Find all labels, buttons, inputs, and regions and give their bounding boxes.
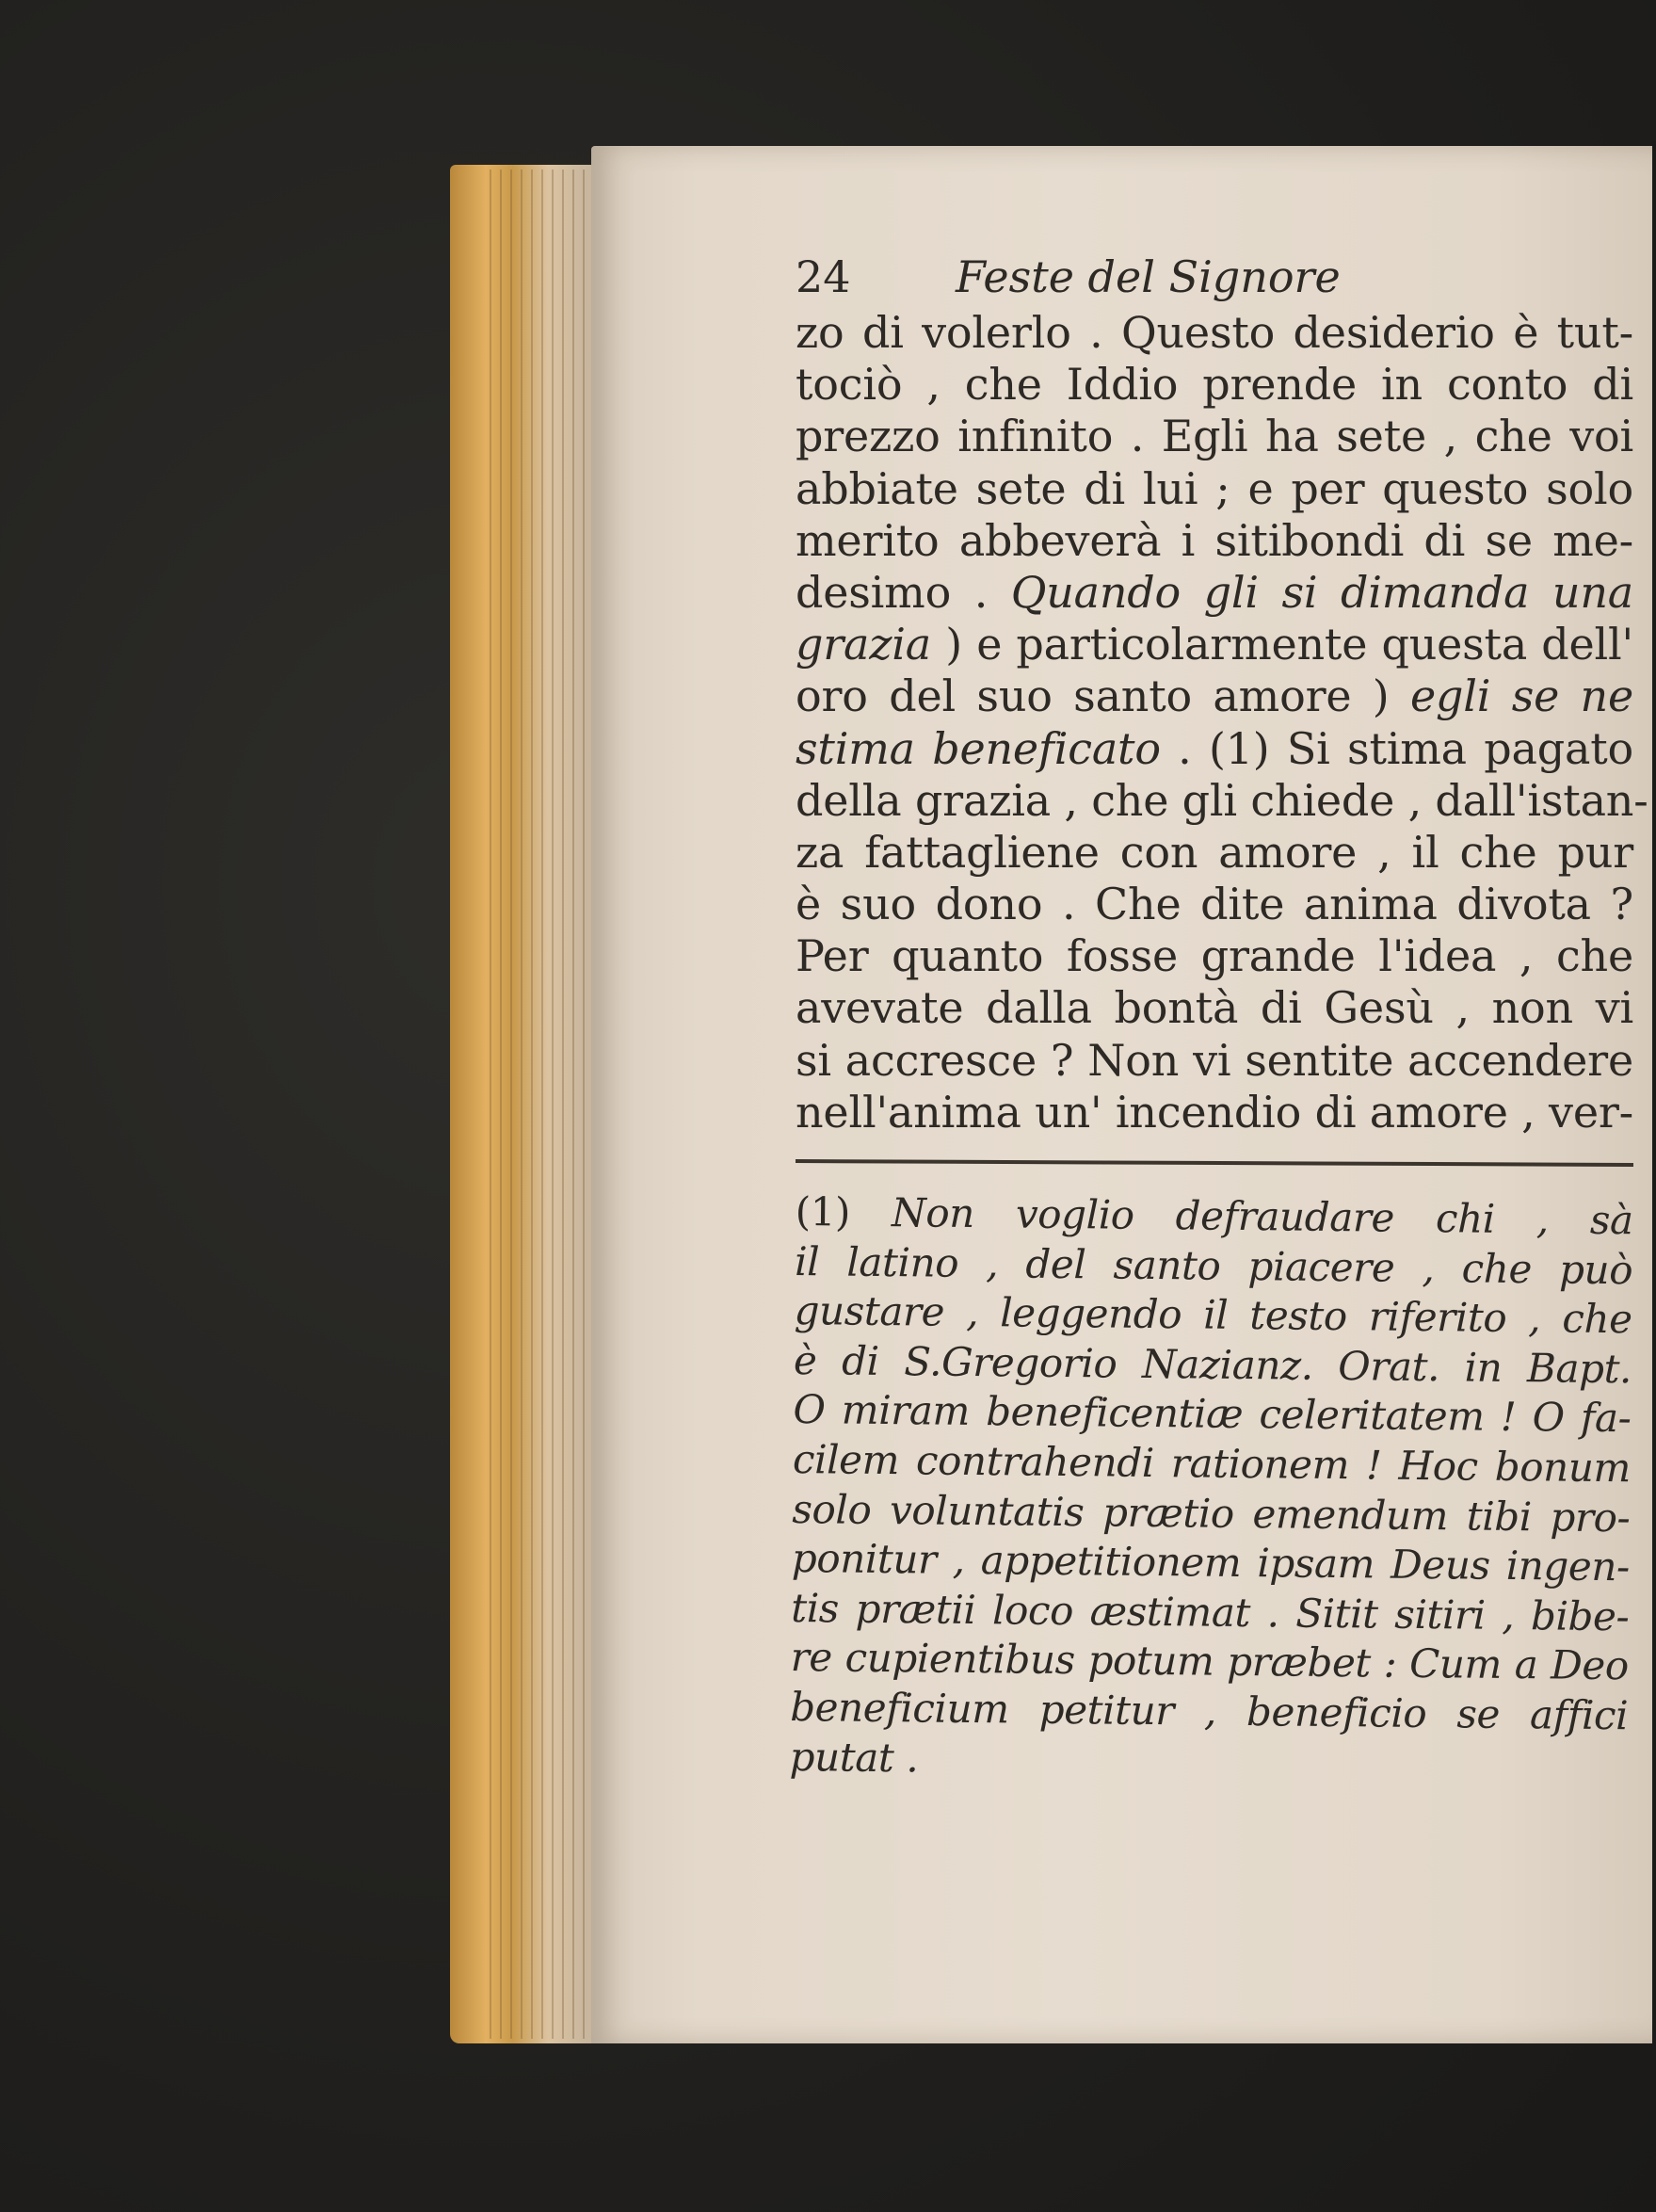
text-line bbox=[796, 670, 1633, 722]
text-line: nell'anima un' incendio di amore , ver- bbox=[796, 1086, 1633, 1138]
footnote-line: putat . bbox=[789, 1733, 919, 1781]
text-line: avevate dalla bontà di Gesù , non vi bbox=[796, 982, 1633, 1034]
footnote-line: solo voluntatis prætio emendum tibi pro- bbox=[792, 1485, 1631, 1541]
page-content bbox=[789, 247, 1648, 1782]
footnote bbox=[789, 1187, 1633, 1790]
page-header bbox=[796, 247, 1633, 307]
text-segment: desimo . bbox=[796, 566, 1011, 618]
text-line: merito abbeverà i sitibondi di se me- bbox=[796, 514, 1633, 566]
italic-quote: Quando gli si dimanda una bbox=[1010, 566, 1633, 618]
text-line: Per quanto fosse grande l'idea , che bbox=[796, 930, 1633, 982]
italic-quote: stima beneficato bbox=[796, 722, 1161, 774]
footnote-line: gustare , leggendo il testo riferito , che bbox=[794, 1287, 1632, 1343]
footnote-line: è di S.Gregorio Nazianz. Orat. in Bapt. bbox=[793, 1336, 1632, 1393]
footnote-line: re cupientibus potum præbet : Cum a Deo bbox=[790, 1634, 1629, 1689]
running-title: Feste del Signore bbox=[956, 251, 1341, 302]
footnote-line: beneficium petitur , beneficio se affici bbox=[789, 1683, 1629, 1739]
text-segment: Non voglio defraudare chi , sà bbox=[891, 1189, 1633, 1244]
italic-quote: grazia bbox=[796, 619, 932, 670]
text-line: si accresce ? Non vi sentite accendere bbox=[796, 1034, 1633, 1086]
text-line bbox=[796, 619, 1633, 670]
footnote-line bbox=[795, 1187, 1633, 1246]
footnote-line: il latino , del santo piacere , che può bbox=[794, 1237, 1633, 1293]
footnote-marker: (1) bbox=[795, 1188, 892, 1236]
page-number: 24 bbox=[796, 251, 851, 302]
text-line bbox=[796, 723, 1633, 775]
text-line: za fattagliene con amore , il che pur bbox=[796, 826, 1633, 878]
footnote-line: ponitur , appetitionem ipsam Deus ingen- bbox=[791, 1535, 1631, 1590]
footnote-line: tis prætii loco æstimat . Sitit sitiri , bibe- bbox=[791, 1584, 1630, 1640]
footnote-line: O miram beneficentiæ celeritatem ! O fa- bbox=[793, 1386, 1632, 1442]
text-line: abbiate sete di lui ; e per questo solo bbox=[796, 462, 1633, 514]
text-line: zo di volerlo . Questo desiderio è tut- bbox=[796, 307, 1633, 358]
text-line: è suo dono . Che dite anima divota ? bbox=[796, 879, 1633, 930]
page-right-edge bbox=[1652, 141, 1656, 2053]
text-line: tociò , che Iddio prende in conto di bbox=[796, 359, 1633, 411]
text-segment: ) e particolarmente questa dell' bbox=[931, 619, 1633, 670]
text-segment: oro del suo santo amore ) bbox=[796, 670, 1410, 722]
text-segment: . (1) Si stima pagato bbox=[1160, 722, 1633, 774]
main-text bbox=[796, 307, 1648, 1138]
footnote-divider bbox=[796, 1159, 1633, 1167]
text-line: prezzo infinito . Egli ha sete , che voi bbox=[796, 411, 1633, 462]
text-line: della grazia , che gli chiede , dall'istan- bbox=[796, 774, 1648, 826]
footnote-line: cilem contrahendi rationem ! Hoc bonum bbox=[792, 1435, 1632, 1492]
text-line bbox=[796, 567, 1633, 619]
italic-quote: egli se ne bbox=[1409, 670, 1634, 722]
